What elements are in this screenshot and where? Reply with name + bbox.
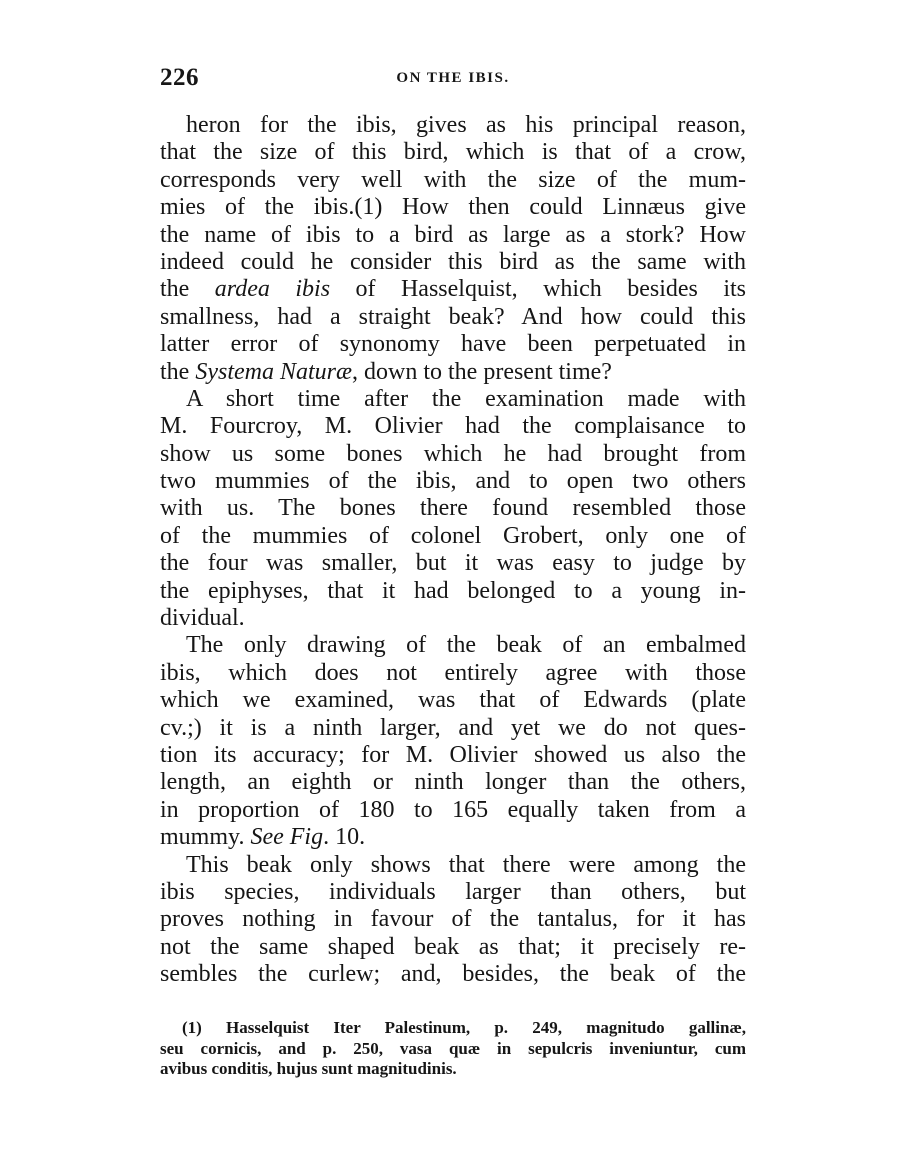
- text-segment: the epiphyses, that it had belonged to a young in-: [160, 577, 746, 604]
- text-segment: length, an eighth or ninth longer than the others,: [160, 769, 746, 796]
- text-line: [160, 276, 746, 303]
- text-line: [160, 824, 746, 851]
- italic-text: See Fig: [250, 824, 324, 851]
- text-line: [160, 632, 746, 659]
- text-segment: the: [160, 276, 215, 303]
- text-segment: . 10.: [323, 824, 366, 851]
- italic-text: Systema Naturæ: [195, 358, 352, 385]
- text-line: [160, 715, 746, 742]
- text-line: [160, 359, 746, 386]
- text-segment: corresponds very well with the size of the mum-: [160, 166, 746, 193]
- text-line: [160, 523, 746, 550]
- body-text: [160, 112, 746, 989]
- text-line: [160, 769, 746, 796]
- text-segment: two mummies of the ibis, and to open two others: [160, 468, 746, 495]
- text-segment: dividual.: [160, 605, 245, 632]
- text-segment: indeed could he consider this bird as the same with: [160, 248, 746, 275]
- text-segment: tion its accuracy; for M. Olivier showed us also the: [160, 741, 746, 768]
- page-header: [160, 64, 746, 94]
- text-line: [160, 797, 746, 824]
- text-line: [160, 413, 746, 440]
- text-line: [160, 742, 746, 769]
- text-segment: the: [160, 358, 196, 385]
- text-segment: not the same shaped beak as that; it precisely re-: [160, 933, 746, 960]
- text-line: [160, 550, 746, 577]
- footnote-line: seu cornicis, and p. 250, vasa quæ in sepulcris inveniuntur, cum: [160, 1038, 746, 1058]
- text-line: [160, 194, 746, 221]
- text-line: [160, 605, 746, 632]
- footnote-line: avibus conditis, hujus sunt magnitudinis.: [160, 1059, 457, 1078]
- italic-text: ardea ibis: [214, 276, 331, 303]
- text-line: [160, 249, 746, 276]
- text-line: [160, 578, 746, 605]
- text-segment: ibis species, individuals larger than others, but: [160, 878, 746, 905]
- text-segment: show us some bones which he had brought from: [160, 440, 746, 467]
- text-segment: the four was smaller, but it was easy to judge by: [160, 550, 746, 577]
- text-segment: in proportion of 180 to 165 equally taken from a: [160, 796, 746, 823]
- text-line: [160, 906, 746, 933]
- text-line: [160, 386, 746, 413]
- page-number: 226: [160, 64, 199, 91]
- text-line: [160, 331, 746, 358]
- paragraph: [160, 386, 746, 633]
- paragraph: [160, 852, 746, 989]
- text-line: [160, 112, 746, 139]
- text-segment: M. Fourcroy, M. Olivier had the complaisance to: [160, 413, 746, 440]
- text-segment: the name of ibis to a bird as large as a stork? How: [160, 221, 746, 248]
- text-line: [160, 934, 746, 961]
- text-line: [160, 139, 746, 166]
- text-segment: latter error of synonomy have been perpetuated in: [160, 331, 746, 358]
- text-segment: of the mummies of colonel Grobert, only one of: [160, 522, 746, 549]
- text-line: [160, 687, 746, 714]
- text-segment: The only drawing of the beak of an embalmed: [186, 632, 746, 659]
- paragraph: [160, 632, 746, 851]
- text-segment: cv.;) it is a ninth larger, and yet we do not ques-: [160, 714, 746, 741]
- text-segment: This beak only shows that there were among the: [186, 851, 746, 878]
- text-line: [160, 495, 746, 522]
- text-line: [160, 852, 746, 879]
- text-segment: with us. The bones there found resembled those: [160, 495, 746, 522]
- text-segment: proves nothing in favour of the tantalus, for it has: [160, 906, 746, 933]
- text-line: [160, 660, 746, 687]
- text-line: [160, 961, 746, 988]
- text-line: [160, 304, 746, 331]
- text-segment: which we examined, was that of Edwards (plate: [160, 687, 746, 714]
- text-segment: , down to the present time?: [352, 358, 612, 385]
- text-line: [160, 167, 746, 194]
- text-segment: heron for the ibis, gives as his principal reason,: [186, 112, 746, 138]
- footnote: [160, 1018, 746, 1080]
- text-line: [160, 879, 746, 906]
- text-segment: smallness, had a straight beak? And how could this: [160, 303, 746, 330]
- text-line: [160, 468, 746, 495]
- text-line: [160, 222, 746, 249]
- text-segment: sembles the curlew; and, besides, the beak of the: [160, 961, 746, 988]
- text-line: [160, 441, 746, 468]
- text-segment: ibis, which does not entirely agree with those: [160, 659, 746, 686]
- text-segment: A short time after the examination made with: [186, 385, 746, 412]
- paragraph: [160, 112, 746, 386]
- text-segment: mies of the ibis.(1) How then could Linnæus give: [160, 194, 746, 221]
- text-segment: that the size of this bird, which is that of a crow,: [160, 139, 746, 166]
- footnote-line: (1) Hasselquist Iter Palestinum, p. 249, magnitudo gallinæ,: [182, 1018, 746, 1037]
- text-segment: of Hasselquist, which besides its: [330, 276, 747, 303]
- text-segment: mummy.: [160, 824, 251, 851]
- running-head: ON THE IBIS.: [396, 70, 510, 86]
- footnotes: [160, 1018, 746, 1080]
